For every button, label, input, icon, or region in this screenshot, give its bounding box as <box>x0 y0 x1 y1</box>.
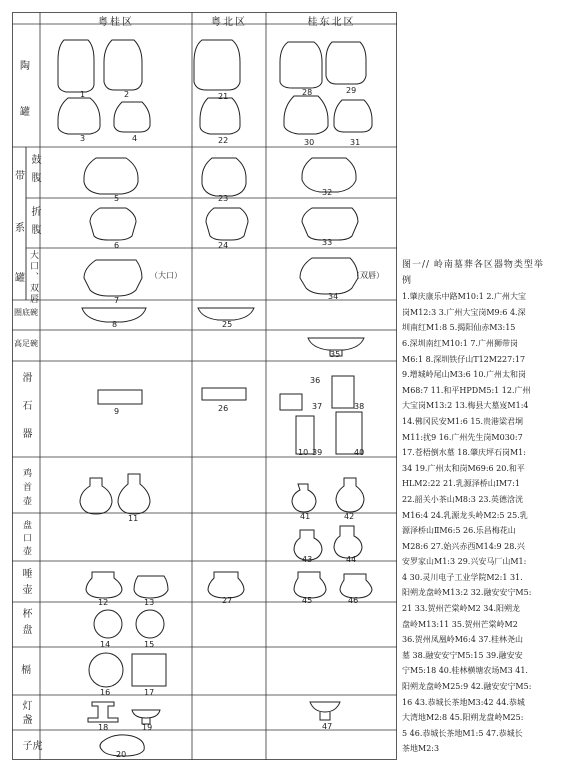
fig-num: 26 <box>218 404 229 413</box>
caption-line: 34 19.广州太和岗M69:6 20.和平 <box>402 463 525 473</box>
caption-line: 盘岭M13:11 35.贺州芒棠岭M2 <box>402 619 518 629</box>
row-label-dakou: 大口、双唇 <box>28 250 38 305</box>
row-label-daixi-c: 罐 <box>15 273 25 284</box>
caption-line: 阳朔龙盘岭M13:2 32.融安安宁M5: <box>402 588 532 598</box>
header-col-yuegui: 粤桂区 <box>98 17 134 28</box>
fig-num: 5 <box>114 194 120 203</box>
row-label-quandiwan: 圈底碗 <box>14 308 38 317</box>
fig-num: 34 <box>328 292 339 301</box>
row-label-gaozuwan: 高足碗 <box>14 339 38 348</box>
caption-line: 大宝岗M13:2 13.梅县大墓岌M1:4 <box>402 401 529 411</box>
fig-num: 38 <box>354 402 365 411</box>
caption-line: M16:4 24.乳源龙头岭M2:5 25.乳 <box>402 510 528 520</box>
caption-line: M6:1 8.深圳铁仔山T12M227:17 <box>402 354 526 364</box>
fig-num: 42 <box>344 512 355 521</box>
row-label-pankouhu: 盘口壶 <box>21 520 31 559</box>
row-label-daixi-a: 带 <box>15 171 25 182</box>
fig-num: 13 <box>144 598 155 607</box>
fig-num: 9 <box>114 407 120 416</box>
row-label-taoguan-1: 陶 <box>20 61 30 72</box>
caption-line: 21 33.贺州芒棠岭M2 34.阳朔龙 <box>402 604 520 614</box>
fig-num: 23 <box>218 194 229 203</box>
fig-num: 22 <box>218 136 229 145</box>
fig-num: 43 <box>302 555 313 564</box>
fig-num: 6 <box>114 241 120 250</box>
fig-num: 3 <box>80 134 86 143</box>
caption-line: 22.韶关小茶山M8:3 23.英德浛洸 <box>402 494 524 504</box>
fig-num: 32 <box>322 188 333 197</box>
caption-line: 5 46.恭城长茶地M1:5 47.恭城长 <box>402 728 523 738</box>
fig-num: 29 <box>346 86 357 95</box>
caption-line: M28:6 27.始兴赤西M14:9 28.兴 <box>402 541 525 551</box>
fig-num: 10 <box>298 448 309 457</box>
fig-num: 19 <box>142 723 153 732</box>
row-label-taoguan-2: 罐 <box>20 107 30 118</box>
fig-num: 46 <box>348 596 359 605</box>
fig-num: 4 <box>132 134 138 143</box>
row-label-huzi: 虎子 <box>20 740 41 754</box>
fig-num: 20 <box>116 750 127 759</box>
fig-num: 15 <box>144 640 155 649</box>
caption-line: 岗M12:3 3.广州大宝岗M9:6 4.深 <box>402 307 526 317</box>
caption-line: HLM2:22 21.乳源泽桥山ⅠM7:1 <box>402 479 520 489</box>
row-label-tuohu: 唾壶 <box>20 568 31 600</box>
row-label-daixi-b: 系 <box>15 223 25 234</box>
caption-line: 9.增城岭尾山M3:6 10.广州太和岗 <box>402 370 526 380</box>
fig-num: 45 <box>302 596 313 605</box>
tag-shuangchun: （双唇） <box>352 271 384 280</box>
fig-num: 21 <box>218 92 229 101</box>
caption-line: 圳南红M1:8 5.揭阳仙赤M3:15 <box>402 323 516 333</box>
caption-line: 大湾地M2:8 45.阳朔龙盘岭M25: <box>402 713 524 723</box>
fig-num: 8 <box>112 320 118 329</box>
fig-num: 41 <box>300 512 311 521</box>
artifact-table <box>12 12 397 760</box>
caption-line: 16 43.恭城长茶地M3:42 44.恭城 <box>402 697 525 707</box>
fig-num: 7 <box>114 296 120 305</box>
fig-num: 30 <box>304 138 315 147</box>
caption-line: 36.贺州凤凰岭M6:4 37.桂林尧山 <box>402 635 524 645</box>
table-grid <box>12 12 397 760</box>
caption-line: M68:7 11.和平HPDM5:1 12.广州 <box>402 385 531 395</box>
row-label-ge: 槅 <box>21 665 31 676</box>
caption-line: M11:扰9 16.广州先生岗M030:7 <box>402 432 523 442</box>
caption-line: 阳朔龙盘岭M25:9 42.融安安宁M5: <box>402 682 532 692</box>
caption-line: 茶地M2:3 <box>402 744 440 754</box>
fig-num: 11 <box>128 514 139 523</box>
fig-num: 18 <box>98 723 109 732</box>
fig-num: 2 <box>124 90 130 99</box>
fig-num: 27 <box>222 596 233 605</box>
caption-line: 源泽桥山ⅡM6:5 26.乐昌梅花山 <box>402 526 516 536</box>
row-label-gufu: 鼓腹 <box>29 154 40 190</box>
fig-num: 25 <box>222 320 233 329</box>
caption-line: 1.肇庆康乐中路M10:1 2.广州大宝 <box>402 292 526 302</box>
fig-num: 14 <box>100 640 111 649</box>
figure-caption <box>402 258 552 757</box>
fig-num: 12 <box>98 598 109 607</box>
fig-num: 28 <box>302 88 313 97</box>
header-col-guidongbei: 桂东北区 <box>307 17 356 28</box>
row-label-zhefu: 折腹 <box>29 206 40 242</box>
caption-line: 4 30.灵川电子工业学院M2:1 31. <box>402 572 523 582</box>
fig-num: 36 <box>310 376 321 385</box>
caption-line: 墓 38.融安安宁M5:15 39.融安安 <box>402 650 523 660</box>
fig-num: 1 <box>80 90 86 99</box>
row-label-huashiqi: 滑石器 <box>20 372 31 456</box>
row-label-jishouhu: 鸡首壶 <box>21 468 31 510</box>
caption-line: 14.佛冈民安M1:6 15.贵港梁君垌 <box>402 416 524 426</box>
fig-num: 33 <box>322 238 333 247</box>
caption-line: 6.深圳南红M10:1 7.广州狮带岗 <box>402 338 518 348</box>
caption-title: 图一// 岭南墓葬各区器物类型举例 <box>402 260 544 286</box>
row-label-beipan: 杯盘 <box>20 608 31 640</box>
fig-num: 40 <box>354 448 365 457</box>
caption-line: 安罗家山M1:3 29.兴安马厂山M1: <box>402 557 527 567</box>
row-label-dengzhan: 灯盏 <box>20 700 31 728</box>
fig-num: 39 <box>312 448 323 457</box>
fig-num: 37 <box>312 402 323 411</box>
header-col-yuebei: 粤北区 <box>211 17 247 28</box>
fig-num: 16 <box>100 688 111 697</box>
fig-num: 24 <box>218 241 229 250</box>
fig-num: 44 <box>346 555 357 564</box>
fig-num: 31 <box>350 138 361 147</box>
tag-dakou: （大口） <box>150 271 182 280</box>
fig-num: 47 <box>322 722 333 731</box>
caption-line: 宁M5:18 40.桂林横塘农场M3 41. <box>402 666 528 676</box>
fig-num: 35 <box>330 350 341 359</box>
fig-num: 17 <box>144 688 155 697</box>
caption-line: 17.苍梧倒水墓 18.肇庆坪石岗M1: <box>402 448 526 458</box>
